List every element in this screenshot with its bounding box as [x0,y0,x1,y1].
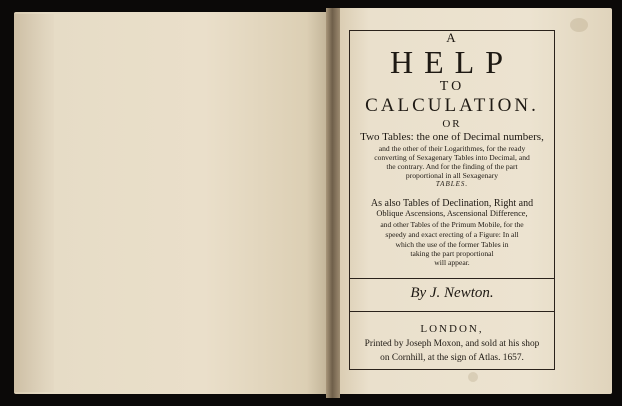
description-line: which the use of the former Tables in [395,240,509,249]
description-line: speedy and exact erecting of a Figure: In all [385,230,519,239]
rule-below-author [349,311,555,312]
author-line: By J. Newton. [410,285,494,301]
imprint-line-2: on Cornhill, at the sign of Atlas. 1657. [380,353,524,363]
foxing-spot [468,372,478,382]
description-line: TABLES. [435,180,469,188]
imprint-place: LONDON, [420,323,484,335]
description-line: and the other of their Logarithmes, for the ready [378,144,526,153]
title-help: HELP [390,44,514,80]
left-page-edges [14,14,54,392]
rule-above-author [349,278,555,279]
description-line: the contrary. And for the finding of the part [386,162,518,171]
title-a: A [446,30,458,45]
title-calculation: CALCULATION. [365,95,539,116]
description-line: As also Tables of Declination, Right and [370,198,534,209]
foxing-spot [570,18,588,32]
imprint-line-1: Printed by Joseph Moxon, and sold at his shop [364,339,540,349]
description-line: Oblique Ascensions, Ascensional Difference, [376,209,528,218]
description-line: proportional in all Sexagenary [405,171,499,180]
description-line: and other Tables of the Primum Mobile, for the [380,220,524,229]
title-to: TO [439,79,465,94]
description-line: Two Tables: the one of Decimal numbers, [360,131,544,143]
left-blank-page [14,12,332,394]
description-line: converting of Sexagenary Tables into Decimal, and [374,153,530,162]
book-gutter [326,8,340,398]
description-block-1 [349,131,555,191]
title-or: OR [442,118,462,130]
description-line: will appear. [434,258,470,267]
description-block-2 [349,198,555,270]
description-line: taking the part proportional [410,249,494,258]
